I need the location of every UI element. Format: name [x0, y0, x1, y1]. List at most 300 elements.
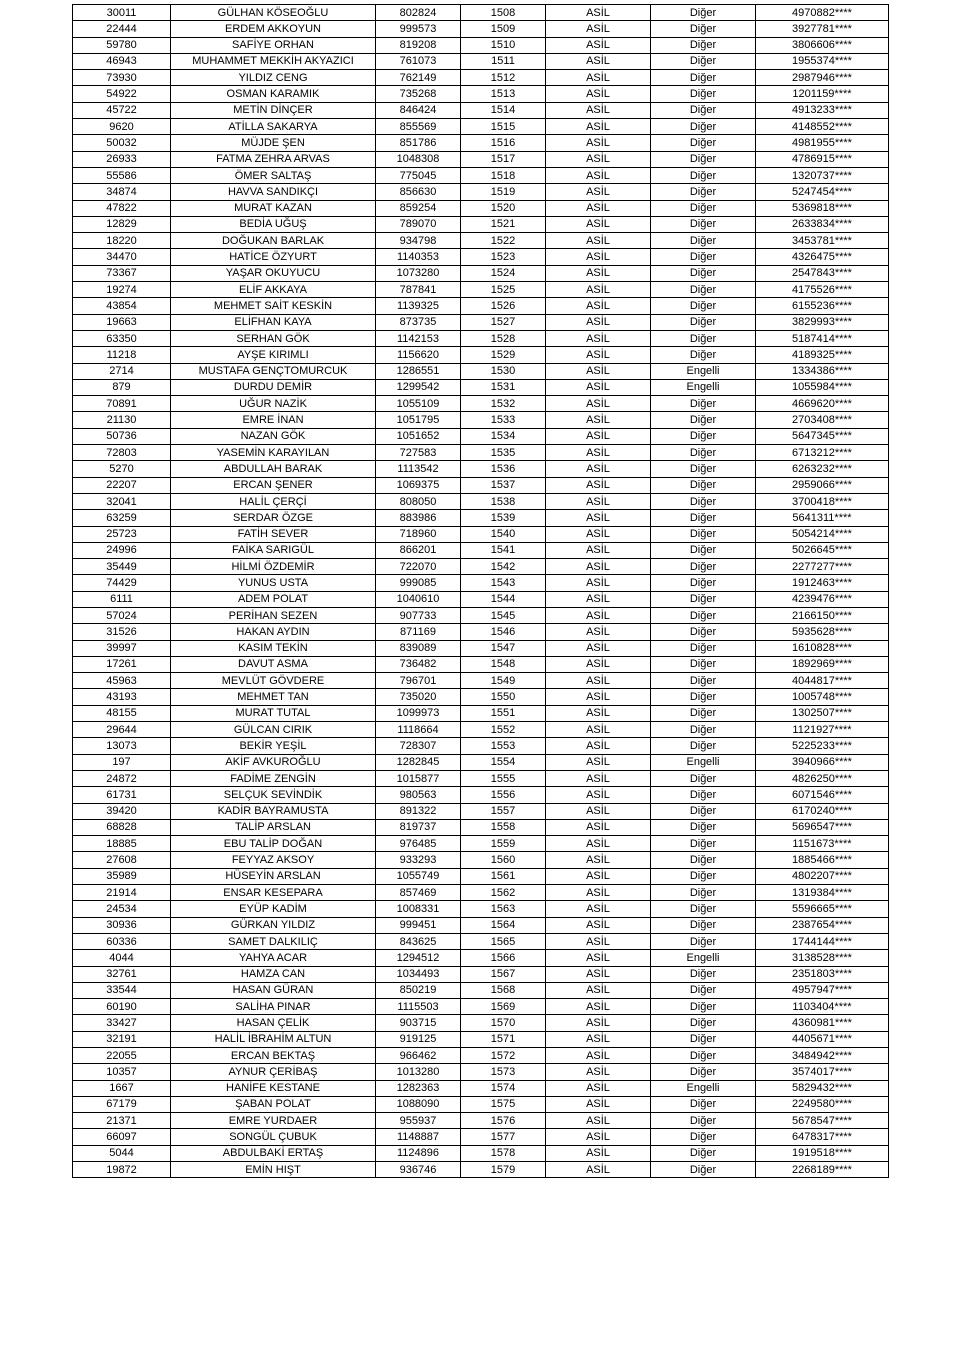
cell-phone: 2387654**** [756, 917, 889, 933]
cell-category: Diğer [651, 1015, 756, 1031]
cell-category: Diğer [651, 591, 756, 607]
cell-order: 1543 [461, 575, 546, 591]
table-row [73, 982, 889, 998]
cell-name: DOĞUKAN BARLAK [171, 233, 376, 249]
table-row [73, 1048, 889, 1064]
cell-name: UĞUR NAZİK [171, 396, 376, 412]
cell-phone: 4970882**** [756, 5, 889, 21]
cell-category: Engelli [651, 1080, 756, 1096]
cell-number: 1113542 [376, 461, 461, 477]
table-row [73, 249, 889, 265]
cell-number: 1156620 [376, 347, 461, 363]
cell-order: 1548 [461, 656, 546, 672]
table-row [73, 640, 889, 656]
cell-id: 31526 [73, 624, 171, 640]
cell-id: 879 [73, 379, 171, 395]
table-row [73, 265, 889, 281]
cell-name: HASAN ÇELİK [171, 1015, 376, 1031]
cell-number: 728307 [376, 738, 461, 754]
cell-name: YASEMİN KARAYILAN [171, 445, 376, 461]
cell-name: ELİFHAN KAYA [171, 314, 376, 330]
cell-status: ASİL [546, 1015, 651, 1031]
cell-name: ERCAN ŞENER [171, 477, 376, 493]
table-row [73, 1096, 889, 1112]
cell-number: 934798 [376, 233, 461, 249]
cell-category: Diğer [651, 249, 756, 265]
cell-status: ASİL [546, 119, 651, 135]
cell-id: 59780 [73, 37, 171, 53]
cell-id: 68828 [73, 819, 171, 835]
cell-name: SERDAR ÖZGE [171, 510, 376, 526]
cell-category: Diğer [651, 21, 756, 37]
cell-name: YAHYA ACAR [171, 950, 376, 966]
cell-status: ASİL [546, 526, 651, 542]
table-row [73, 184, 889, 200]
cell-name: HAVVA SANDIKÇI [171, 184, 376, 200]
cell-number: 1069375 [376, 477, 461, 493]
cell-order: 1544 [461, 591, 546, 607]
cell-id: 43854 [73, 298, 171, 314]
cell-name: HATİCE ÖZYURT [171, 249, 376, 265]
cell-phone: 3138528**** [756, 950, 889, 966]
cell-id: 33544 [73, 982, 171, 998]
cell-status: ASİL [546, 330, 651, 346]
cell-order: 1545 [461, 607, 546, 623]
table-row [73, 1031, 889, 1047]
cell-status: ASİL [546, 787, 651, 803]
cell-category: Diğer [651, 966, 756, 982]
table-row [73, 836, 889, 852]
cell-number: 1051652 [376, 428, 461, 444]
cell-id: 66097 [73, 1129, 171, 1145]
table-row [73, 1015, 889, 1031]
table-row [73, 5, 889, 21]
cell-name: FADİME ZENGİN [171, 770, 376, 786]
cell-order: 1578 [461, 1145, 546, 1161]
cell-name: BEDİA UĞUŞ [171, 216, 376, 232]
cell-category: Engelli [651, 950, 756, 966]
cell-order: 1527 [461, 314, 546, 330]
table-row [73, 542, 889, 558]
cell-order: 1534 [461, 428, 546, 444]
cell-number: 1055749 [376, 868, 461, 884]
cell-id: 50032 [73, 135, 171, 151]
cell-number: 1118664 [376, 722, 461, 738]
cell-phone: 5247454**** [756, 184, 889, 200]
cell-id: 2714 [73, 363, 171, 379]
cell-order: 1516 [461, 135, 546, 151]
cell-phone: 4669620**** [756, 396, 889, 412]
cell-number: 727583 [376, 445, 461, 461]
results-table [72, 4, 889, 1178]
table-row [73, 656, 889, 672]
table-row [73, 575, 889, 591]
cell-name: HAKAN AYDIN [171, 624, 376, 640]
cell-number: 762149 [376, 70, 461, 86]
cell-name: MEVLÜT GÖVDERE [171, 673, 376, 689]
cell-number: 936746 [376, 1162, 461, 1178]
cell-order: 1566 [461, 950, 546, 966]
table-row [73, 70, 889, 86]
cell-id: 19663 [73, 314, 171, 330]
cell-number: 789070 [376, 216, 461, 232]
cell-id: 22207 [73, 477, 171, 493]
cell-number: 1034493 [376, 966, 461, 982]
cell-order: 1555 [461, 770, 546, 786]
cell-phone: 1302507**** [756, 705, 889, 721]
cell-order: 1549 [461, 673, 546, 689]
table-row [73, 282, 889, 298]
cell-phone: 4148552**** [756, 119, 889, 135]
cell-status: ASİL [546, 1113, 651, 1129]
cell-order: 1558 [461, 819, 546, 835]
cell-order: 1515 [461, 119, 546, 135]
cell-order: 1567 [461, 966, 546, 982]
cell-status: ASİL [546, 1080, 651, 1096]
cell-category: Diğer [651, 819, 756, 835]
cell-status: ASİL [546, 836, 651, 852]
cell-order: 1565 [461, 933, 546, 949]
cell-phone: 6071546**** [756, 787, 889, 803]
cell-id: 29644 [73, 722, 171, 738]
cell-id: 60336 [73, 933, 171, 949]
cell-phone: 2987946**** [756, 70, 889, 86]
table-row [73, 1080, 889, 1096]
cell-status: ASİL [546, 428, 651, 444]
cell-status: ASİL [546, 265, 651, 281]
cell-phone: 5696547**** [756, 819, 889, 835]
cell-number: 1048308 [376, 151, 461, 167]
table-row [73, 722, 889, 738]
cell-phone: 3829993**** [756, 314, 889, 330]
cell-order: 1553 [461, 738, 546, 754]
cell-id: 74429 [73, 575, 171, 591]
table-row [73, 445, 889, 461]
cell-order: 1533 [461, 412, 546, 428]
cell-phone: 2351803**** [756, 966, 889, 982]
cell-name: ENSAR KESEPARA [171, 885, 376, 901]
cell-phone: 5596665**** [756, 901, 889, 917]
cell-category: Diğer [651, 412, 756, 428]
table-row [73, 624, 889, 640]
cell-phone: 5641311**** [756, 510, 889, 526]
cell-id: 26933 [73, 151, 171, 167]
cell-category: Diğer [651, 314, 756, 330]
cell-category: Diğer [651, 37, 756, 53]
cell-order: 1576 [461, 1113, 546, 1129]
cell-phone: 1885466**** [756, 852, 889, 868]
cell-category: Diğer [651, 770, 756, 786]
cell-id: 25723 [73, 526, 171, 542]
cell-order: 1513 [461, 86, 546, 102]
cell-id: 54922 [73, 86, 171, 102]
cell-phone: 3927781**** [756, 21, 889, 37]
table-row [73, 151, 889, 167]
cell-number: 761073 [376, 53, 461, 69]
cell-phone: 4189325**** [756, 347, 889, 363]
cell-category: Diğer [651, 852, 756, 868]
cell-status: ASİL [546, 461, 651, 477]
cell-phone: 4981955**** [756, 135, 889, 151]
cell-name: MUHAMMET MEKKİH AKYAZICI [171, 53, 376, 69]
cell-id: 21371 [73, 1113, 171, 1129]
cell-number: 735268 [376, 86, 461, 102]
table-row [73, 21, 889, 37]
cell-name: ERDEM AKKOYUN [171, 21, 376, 37]
cell-status: ASİL [546, 233, 651, 249]
cell-status: ASİL [546, 901, 651, 917]
table-row [73, 526, 889, 542]
cell-name: EMRE YURDAER [171, 1113, 376, 1129]
cell-order: 1556 [461, 787, 546, 803]
cell-number: 1040610 [376, 591, 461, 607]
cell-number: 1115503 [376, 999, 461, 1015]
cell-order: 1520 [461, 200, 546, 216]
cell-name: SAFİYE ORHAN [171, 37, 376, 53]
cell-name: ADEM POLAT [171, 591, 376, 607]
cell-phone: 1151673**** [756, 836, 889, 852]
cell-name: HALİL İBRAHİM ALTUN [171, 1031, 376, 1047]
table-row [73, 167, 889, 183]
cell-id: 19274 [73, 282, 171, 298]
table-row [73, 738, 889, 754]
cell-number: 802824 [376, 5, 461, 21]
cell-phone: 4360981**** [756, 1015, 889, 1031]
cell-status: ASİL [546, 607, 651, 623]
cell-id: 9620 [73, 119, 171, 135]
cell-number: 1139325 [376, 298, 461, 314]
cell-status: ASİL [546, 1096, 651, 1112]
cell-order: 1561 [461, 868, 546, 884]
cell-name: EBU TALİP DOĞAN [171, 836, 376, 852]
cell-order: 1525 [461, 282, 546, 298]
cell-name: SONGÜL ÇUBUK [171, 1129, 376, 1145]
cell-category: Diğer [651, 282, 756, 298]
cell-order: 1530 [461, 363, 546, 379]
cell-order: 1559 [461, 836, 546, 852]
cell-name: AKİF AVKUROĞLU [171, 754, 376, 770]
cell-id: 61731 [73, 787, 171, 803]
cell-order: 1577 [461, 1129, 546, 1145]
cell-category: Diğer [651, 53, 756, 69]
cell-id: 55586 [73, 167, 171, 183]
cell-category: Diğer [651, 836, 756, 852]
cell-phone: 2277277**** [756, 559, 889, 575]
cell-status: ASİL [546, 53, 651, 69]
cell-id: 10357 [73, 1064, 171, 1080]
cell-category: Diğer [651, 689, 756, 705]
cell-order: 1564 [461, 917, 546, 933]
cell-status: ASİL [546, 640, 651, 656]
cell-number: 999451 [376, 917, 461, 933]
cell-name: HÜSEYİN ARSLAN [171, 868, 376, 884]
table-row [73, 1162, 889, 1178]
table-row [73, 787, 889, 803]
cell-number: 1140353 [376, 249, 461, 265]
cell-name: KASIM TEKİN [171, 640, 376, 656]
cell-order: 1524 [461, 265, 546, 281]
cell-id: 33427 [73, 1015, 171, 1031]
cell-id: 45722 [73, 102, 171, 118]
cell-phone: 2703408**** [756, 412, 889, 428]
cell-status: ASİL [546, 770, 651, 786]
cell-order: 1569 [461, 999, 546, 1015]
cell-name: FATİH SEVER [171, 526, 376, 542]
cell-phone: 3806606**** [756, 37, 889, 53]
cell-id: 70891 [73, 396, 171, 412]
cell-number: 856630 [376, 184, 461, 200]
cell-category: Diğer [651, 70, 756, 86]
cell-id: 17261 [73, 656, 171, 672]
cell-id: 57024 [73, 607, 171, 623]
cell-phone: 4405671**** [756, 1031, 889, 1047]
table-row [73, 396, 889, 412]
cell-name: GÜLHAN KÖSEOĞLU [171, 5, 376, 21]
table-row [73, 803, 889, 819]
cell-number: 775045 [376, 167, 461, 183]
cell-status: ASİL [546, 151, 651, 167]
table-row [73, 559, 889, 575]
cell-name: DURDU DEMİR [171, 379, 376, 395]
cell-category: Diğer [651, 575, 756, 591]
cell-order: 1563 [461, 901, 546, 917]
cell-order: 1554 [461, 754, 546, 770]
cell-category: Diğer [651, 184, 756, 200]
cell-status: ASİL [546, 689, 651, 705]
cell-phone: 6170240**** [756, 803, 889, 819]
cell-phone: 1005748**** [756, 689, 889, 705]
cell-order: 1508 [461, 5, 546, 21]
cell-status: ASİL [546, 102, 651, 118]
cell-category: Diğer [651, 330, 756, 346]
table-row [73, 770, 889, 786]
cell-status: ASİL [546, 477, 651, 493]
cell-order: 1512 [461, 70, 546, 86]
cell-status: ASİL [546, 396, 651, 412]
cell-status: ASİL [546, 999, 651, 1015]
cell-category: Diğer [651, 1145, 756, 1161]
cell-number: 933293 [376, 852, 461, 868]
table-row [73, 917, 889, 933]
cell-order: 1546 [461, 624, 546, 640]
cell-phone: 2166150**** [756, 607, 889, 623]
cell-phone: 1912463**** [756, 575, 889, 591]
cell-phone: 4786915**** [756, 151, 889, 167]
cell-order: 1521 [461, 216, 546, 232]
cell-phone: 4239476**** [756, 591, 889, 607]
cell-order: 1538 [461, 493, 546, 509]
cell-name: EMRE İNAN [171, 412, 376, 428]
cell-order: 1532 [461, 396, 546, 412]
cell-category: Diğer [651, 656, 756, 672]
cell-order: 1550 [461, 689, 546, 705]
cell-name: OSMAN KARAMIK [171, 86, 376, 102]
cell-number: 1013280 [376, 1064, 461, 1080]
cell-phone: 5829432**** [756, 1080, 889, 1096]
cell-status: ASİL [546, 1031, 651, 1047]
cell-number: 722070 [376, 559, 461, 575]
table-row [73, 1064, 889, 1080]
table-row [73, 477, 889, 493]
cell-order: 1526 [461, 298, 546, 314]
cell-id: 18885 [73, 836, 171, 852]
cell-name: TALİP ARSLAN [171, 819, 376, 835]
cell-phone: 1320737**** [756, 167, 889, 183]
cell-number: 1142153 [376, 330, 461, 346]
table-row [73, 379, 889, 395]
cell-status: ASİL [546, 754, 651, 770]
cell-status: ASİL [546, 21, 651, 37]
cell-order: 1509 [461, 21, 546, 37]
cell-category: Diğer [651, 102, 756, 118]
cell-status: ASİL [546, 1145, 651, 1161]
cell-name: ELİF AKKAYA [171, 282, 376, 298]
cell-category: Diğer [651, 200, 756, 216]
table-row [73, 1129, 889, 1145]
cell-status: ASİL [546, 575, 651, 591]
cell-category: Diğer [651, 1113, 756, 1129]
cell-id: 39997 [73, 640, 171, 656]
cell-id: 35989 [73, 868, 171, 884]
cell-order: 1560 [461, 852, 546, 868]
cell-phone: 2959066**** [756, 477, 889, 493]
cell-category: Diğer [651, 151, 756, 167]
cell-category: Diğer [651, 461, 756, 477]
cell-status: ASİL [546, 70, 651, 86]
cell-number: 1073280 [376, 265, 461, 281]
cell-order: 1518 [461, 167, 546, 183]
table-row [73, 200, 889, 216]
cell-category: Diğer [651, 216, 756, 232]
cell-order: 1557 [461, 803, 546, 819]
cell-status: ASİL [546, 167, 651, 183]
cell-phone: 5187414**** [756, 330, 889, 346]
cell-number: 851786 [376, 135, 461, 151]
cell-id: 60190 [73, 999, 171, 1015]
cell-number: 1051795 [376, 412, 461, 428]
cell-status: ASİL [546, 656, 651, 672]
cell-name: SALİHA PINAR [171, 999, 376, 1015]
cell-category: Diğer [651, 1162, 756, 1178]
cell-order: 1517 [461, 151, 546, 167]
cell-phone: 5369818**** [756, 200, 889, 216]
cell-number: 907733 [376, 607, 461, 623]
table-row [73, 314, 889, 330]
cell-category: Diğer [651, 738, 756, 754]
cell-name: FATMA ZEHRA ARVAS [171, 151, 376, 167]
cell-name: HASAN GÜRAN [171, 982, 376, 998]
cell-category: Diğer [651, 477, 756, 493]
cell-name: ABDULBAKİ ERTAŞ [171, 1145, 376, 1161]
cell-order: 1562 [461, 885, 546, 901]
cell-status: ASİL [546, 216, 651, 232]
cell-status: ASİL [546, 1162, 651, 1178]
cell-phone: 1334386**** [756, 363, 889, 379]
cell-category: Diğer [651, 265, 756, 281]
cell-category: Diğer [651, 5, 756, 21]
cell-id: 22444 [73, 21, 171, 37]
cell-number: 1282363 [376, 1080, 461, 1096]
cell-phone: 4326475**** [756, 249, 889, 265]
cell-id: 32041 [73, 493, 171, 509]
cell-status: ASİL [546, 966, 651, 982]
cell-phone: 3940966**** [756, 754, 889, 770]
cell-phone: 1103404**** [756, 999, 889, 1015]
cell-category: Engelli [651, 754, 756, 770]
cell-id: 47822 [73, 200, 171, 216]
cell-name: ŞABAN POLAT [171, 1096, 376, 1112]
cell-status: ASİL [546, 982, 651, 998]
